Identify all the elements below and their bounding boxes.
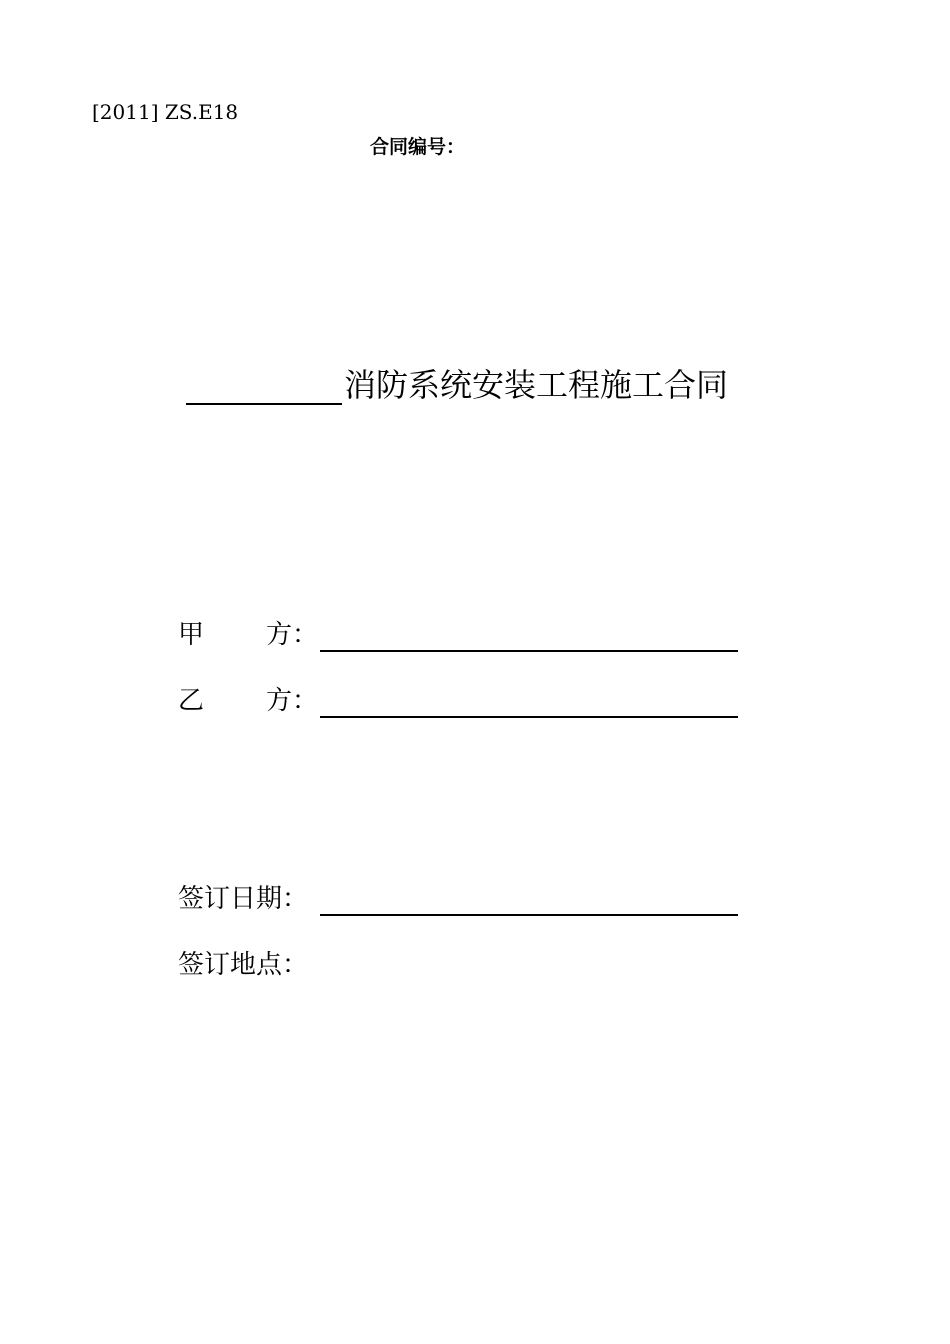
contract-number-label: 合同编号： (370, 136, 466, 158)
sign-date-blank-line[interactable] (320, 884, 738, 916)
party-a-row (178, 618, 738, 652)
sign-date-row (178, 882, 738, 916)
document-code: [2011] ZS.E18 (92, 100, 239, 124)
party-b-row (178, 684, 738, 718)
sign-place-label: 签订地点： (178, 950, 309, 980)
party-a-label (178, 618, 318, 652)
sign-date-label: 签订日期： (178, 884, 309, 914)
contract-title: 消防系统安装工程施工合同 (344, 366, 729, 404)
party-b-label (178, 684, 318, 718)
party-b-label-char2: 方： (265, 686, 318, 716)
party-b-label-char1: 乙 (178, 686, 205, 716)
party-a-label-char2: 方： (265, 620, 318, 650)
contract-title-row (186, 355, 728, 405)
party-a-blank-line[interactable] (320, 620, 738, 652)
title-blank-line[interactable] (186, 365, 342, 405)
party-b-blank-line[interactable] (320, 686, 738, 718)
sign-place-row (178, 948, 318, 982)
party-a-label-char1: 甲 (178, 620, 205, 650)
